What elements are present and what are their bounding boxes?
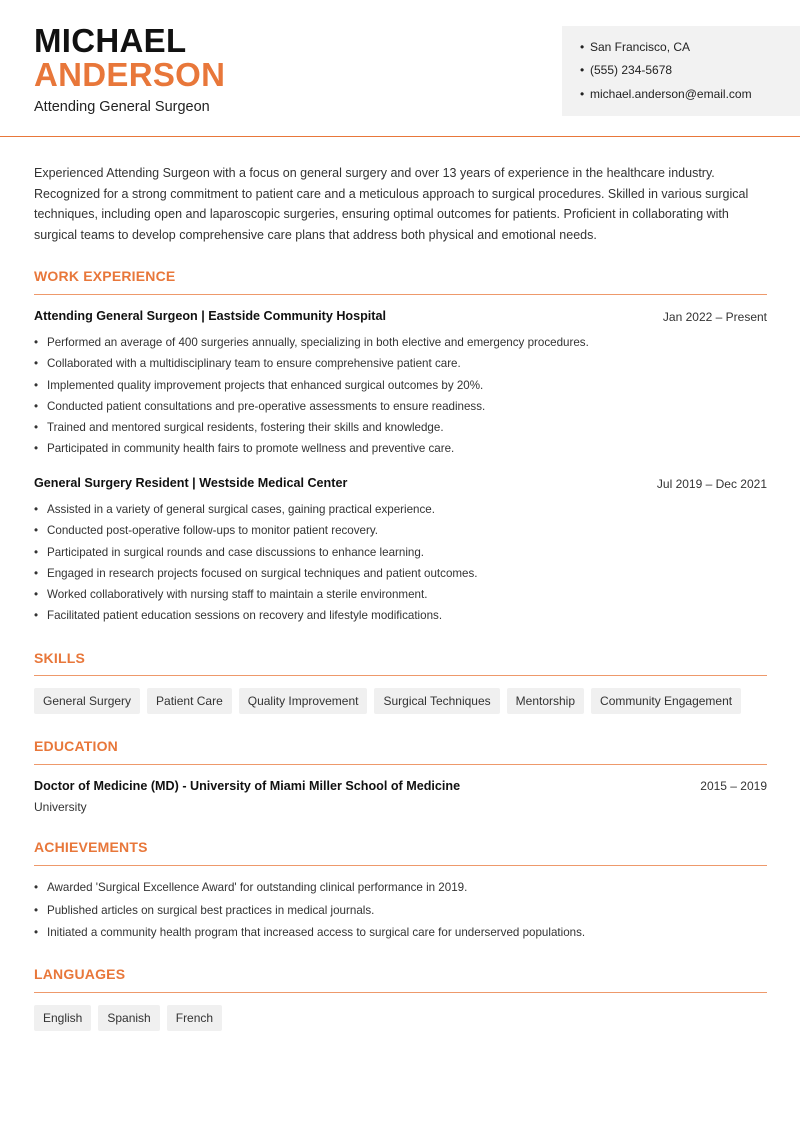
work-experience-heading: WORK EXPERIENCE [34, 268, 176, 284]
list-item: • Conducted post-operative follow-ups to monitor patient recovery. [34, 520, 478, 541]
resume-header [0, 0, 800, 137]
job-title-1: Attending General Surgeon | Eastside Community Hospital [34, 309, 386, 323]
list-item: • Implemented quality improvement projects that enhanced surgical outcomes by 20%. [34, 375, 589, 396]
list-item: • Worked collaboratively with nursing staff to maintain a sterile environment. [34, 584, 478, 605]
job-bullets-2 [34, 499, 478, 627]
contact-phone-text: (555) 234-5678 [590, 63, 673, 77]
education-date: 2015 – 2019 [700, 779, 767, 793]
list-item: • Trained and mentored surgical residents, fostering their skills and knowledge. [34, 417, 589, 438]
languages-list [34, 1005, 222, 1031]
first-name: MICHAEL [34, 22, 187, 59]
skill-chip: General Surgery [34, 688, 140, 714]
last-name: ANDERSON [34, 56, 226, 93]
section-divider [34, 764, 767, 765]
bullet-icon: • [580, 40, 585, 54]
skill-chip: Surgical Techniques [374, 688, 499, 714]
job-date-2: Jul 2019 – Dec 2021 [656, 477, 767, 491]
skills-list [34, 688, 741, 714]
list-item: • Awarded 'Surgical Excellence Award' for outstanding clinical performance in 2019. [34, 877, 585, 900]
contact-email[interactable] [580, 87, 752, 101]
education-heading: EDUCATION [34, 738, 118, 754]
language-chip: French [167, 1005, 222, 1031]
contact-location [580, 40, 691, 54]
list-item: • Participated in surgical rounds and case discussions to enhance learning. [34, 542, 478, 563]
bullet-icon: • [580, 87, 585, 101]
contact-location-text: San Francisco, CA [590, 40, 691, 54]
list-item: • Published articles on surgical best practices in medical journals. [34, 900, 585, 923]
skill-chip: Community Engagement [591, 688, 741, 714]
section-divider [34, 992, 767, 993]
skill-chip: Mentorship [507, 688, 584, 714]
languages-heading: LANGUAGES [34, 966, 126, 982]
job-title-2: General Surgery Resident | Westside Medical Center [34, 476, 348, 490]
skill-chip: Quality Improvement [239, 688, 368, 714]
list-item: • Participated in community health fairs to promote wellness and preventive care. [34, 438, 589, 459]
bullet-icon: • [580, 63, 585, 77]
list-item: • Initiated a community health program that increased access to surgical care for underserved populations. [34, 922, 585, 945]
job-title: Attending General Surgeon [34, 99, 210, 115]
list-item: • Engaged in research projects focused on surgical techniques and patient outcomes. [34, 563, 478, 584]
list-item: • Assisted in a variety of general surgical cases, gaining practical experience. [34, 499, 478, 520]
section-divider [34, 675, 767, 676]
profile-summary: Experienced Attending Surgeon with a focus on general surgery and over 13 years of experience in the healthcare industry. Recognized for a strong commitment to patient care and a meticulous approach to surgical procedures. Skilled in various surgical techniques, including open and laparoscopic surgeries, ensuring optimal outcomes for patients. Proficient in collaborating with surgical teams to develop comprehensive care plans that address both physical and emotional needs. [34, 166, 749, 243]
list-item: • Performed an average of 400 surgeries annually, specializing in both elective and emergency procedures. [34, 332, 589, 353]
contact-box [562, 26, 800, 116]
skill-chip: Patient Care [147, 688, 232, 714]
section-divider [34, 865, 767, 866]
section-divider [34, 294, 767, 295]
language-chip: English [34, 1005, 91, 1031]
list-item: • Collaborated with a multidisciplinary team to ensure comprehensive patient care. [34, 353, 589, 374]
education-degree: Doctor of Medicine (MD) - University of Miami Miller School of Medicine [34, 779, 461, 793]
language-chip: Spanish [98, 1005, 159, 1031]
achievements-heading: ACHIEVEMENTS [34, 839, 148, 855]
contact-email-text[interactable]: michael.anderson@email.com [590, 87, 752, 101]
job-date-1: Jan 2022 – Present [662, 310, 767, 324]
skills-heading: SKILLS [34, 650, 85, 666]
education-institution-type: University [34, 800, 87, 814]
list-item: • Conducted patient consultations and pre-operative assessments to ensure readiness. [34, 396, 589, 417]
contact-phone [580, 63, 673, 77]
achievements-list [34, 877, 585, 945]
job-bullets-1 [34, 332, 589, 460]
list-item: • Facilitated patient education sessions on recovery and lifestyle modifications. [34, 605, 478, 626]
